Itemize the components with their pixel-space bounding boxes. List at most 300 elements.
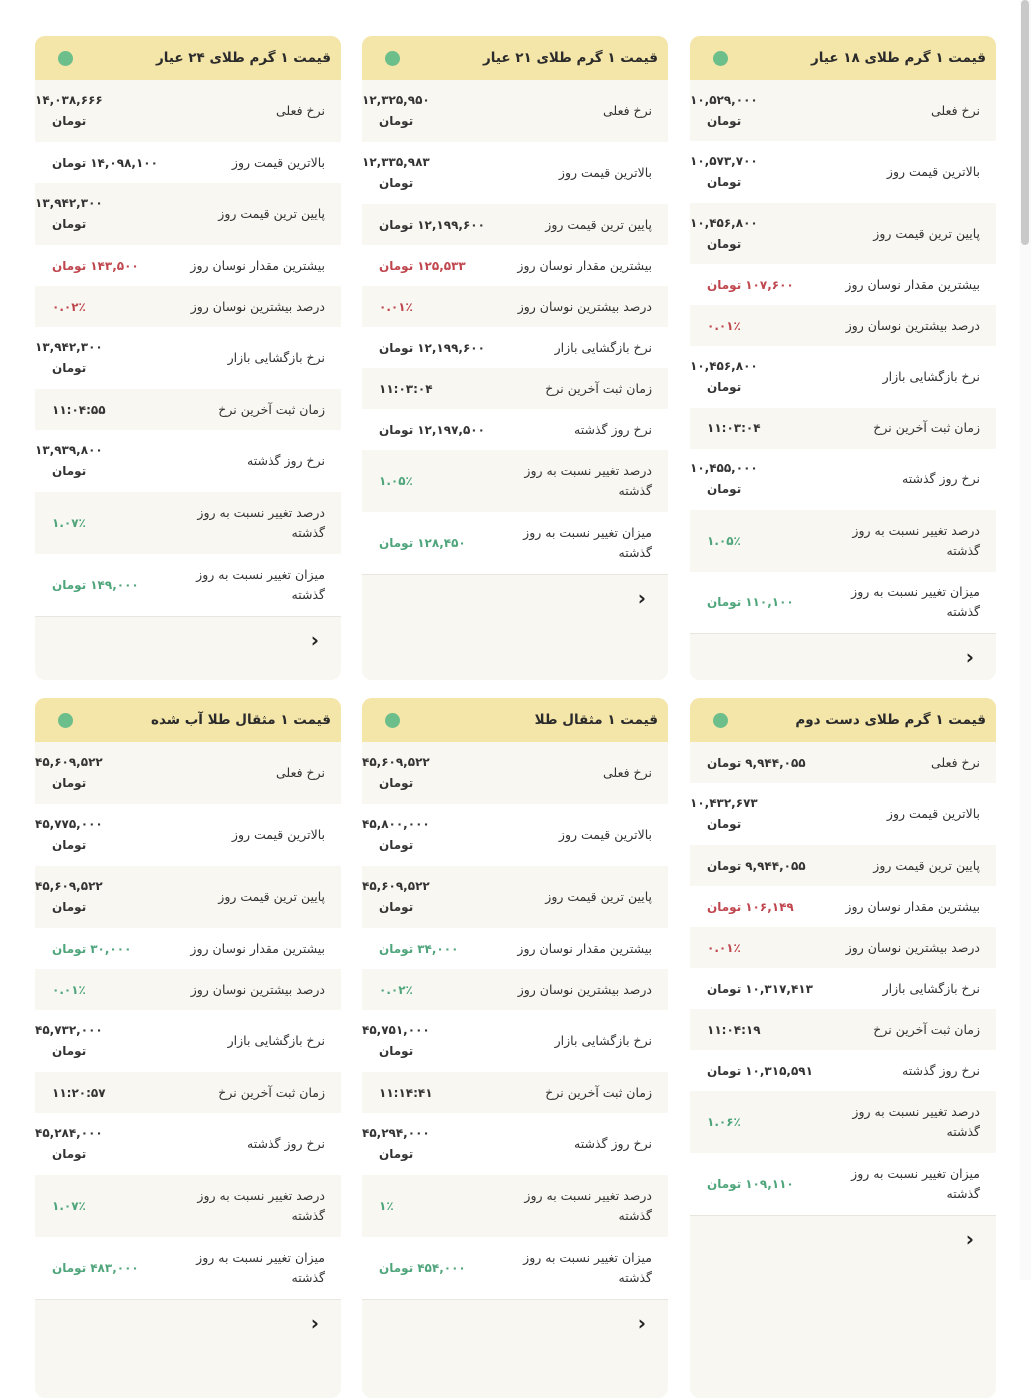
value-unit: تومان — [379, 941, 414, 956]
table-row — [35, 1010, 341, 1072]
value-unit: تومان — [52, 217, 87, 231]
value-number: ۱۱:۰۴:۱۹ — [707, 1022, 761, 1037]
table-row — [690, 1153, 996, 1215]
row-label: نرخ روز گذشته — [247, 1136, 325, 1151]
value-number: ۱۲,۱۹۹,۶۰۰ — [417, 217, 485, 232]
table-row — [362, 286, 668, 327]
price-card — [362, 698, 668, 1398]
chevron-left-icon[interactable]: ‹ — [637, 586, 646, 610]
status-dot-icon — [58, 51, 73, 66]
row-label: میزان تغییر نسبت به روز گذشته — [851, 584, 980, 620]
row-label: زمان ثبت آخرین نرخ — [218, 401, 325, 417]
table-row — [690, 141, 996, 202]
row-label: نرخ بازگشایی بازار — [882, 980, 980, 996]
value-unit: تومان — [379, 1261, 414, 1275]
value-unit: تومان — [707, 755, 742, 770]
value-number: ۰.۰۲٪ — [379, 982, 413, 997]
price-card — [690, 698, 996, 1398]
card-footer-button[interactable] — [362, 1299, 668, 1346]
table-row — [35, 1072, 341, 1113]
row-label: بالاترین قیمت روز — [886, 806, 980, 821]
table-row — [362, 1072, 668, 1113]
value-number: ۱۴۳,۵۰۰ — [90, 258, 139, 273]
value-unit: تومان — [52, 1261, 87, 1275]
value-number: ۴۵,۷۵۱,۰۰۰ — [362, 1023, 430, 1037]
table-row — [362, 866, 668, 928]
price-card — [690, 36, 996, 680]
value-number: ۴۵,۶۰۹,۵۲۲ — [35, 755, 103, 769]
row-value — [690, 90, 758, 132]
row-value — [690, 793, 758, 835]
value-number: ۴۵,۸۰۰,۰۰۰ — [362, 817, 430, 831]
value-number: ۱۲,۳۳۵,۹۸۳ — [362, 155, 430, 169]
row-value — [362, 536, 466, 550]
value-number: ۱۰,۵۷۳,۷۰۰ — [690, 154, 758, 169]
row-label: نرخ فعلی — [276, 103, 325, 118]
card-header — [690, 36, 996, 80]
value-number: ۱۲۸,۴۵۰ — [417, 536, 466, 550]
row-value — [690, 595, 794, 609]
value-unit: تومان — [707, 981, 742, 996]
table-row — [690, 927, 996, 968]
table-row — [690, 845, 996, 886]
value-number: ۱۲,۳۲۵,۹۵۰ — [362, 93, 430, 107]
row-label: میزان تغییر نسبت به روز گذشته — [196, 1250, 325, 1285]
table-row — [35, 1237, 341, 1299]
row-label: بالاترین قیمت روز — [231, 154, 325, 170]
value-unit: تومان — [379, 536, 414, 550]
row-value — [362, 814, 430, 856]
chevron-left-icon[interactable]: ‹ — [310, 628, 319, 652]
value-number: ۱.۰۵٪ — [707, 533, 741, 548]
row-value — [362, 90, 430, 132]
card-footer-button[interactable] — [35, 616, 341, 663]
row-value — [362, 752, 430, 794]
row-label: بیشترین مقدار نوسان روز — [190, 940, 325, 956]
price-card — [35, 698, 341, 1398]
value-unit: تومان — [379, 340, 414, 355]
value-unit: تومان — [52, 941, 87, 956]
row-value — [35, 1020, 103, 1062]
value-number: ۱۰,۴۵۶,۸۰۰ — [690, 358, 758, 373]
table-row — [35, 554, 341, 616]
table-row — [690, 1050, 996, 1091]
value-number: ۹,۹۴۴,۰۵۵ — [745, 755, 806, 770]
value-number: ۱۱:۲۰:۵۷ — [52, 1085, 106, 1100]
table-row — [690, 510, 996, 571]
value-number: ۹,۹۴۴,۰۵۵ — [745, 858, 806, 873]
table-row — [35, 969, 341, 1010]
table-row — [690, 968, 996, 1009]
table-row — [362, 409, 668, 450]
value-number: ۱۲,۱۹۹,۶۰۰ — [417, 340, 485, 355]
row-value — [690, 1177, 794, 1191]
status-dot-icon — [713, 51, 728, 66]
row-value — [35, 337, 103, 379]
table-row — [362, 1175, 668, 1237]
row-label: درصد تغییر نسبت به روز گذشته — [197, 1188, 325, 1223]
row-value — [362, 382, 433, 396]
row-value — [35, 578, 139, 592]
value-unit: تومان — [707, 858, 742, 873]
row-value — [362, 218, 485, 232]
value-unit: تومان — [707, 595, 742, 610]
table-row — [362, 1113, 668, 1175]
value-unit: تومان — [707, 899, 742, 914]
table-row — [690, 264, 996, 305]
row-value — [690, 982, 813, 996]
table-row — [362, 245, 668, 286]
value-unit: تومان — [707, 482, 742, 497]
value-number: ۱۰,۴۵۵,۰۰۰ — [690, 461, 758, 476]
value-number: ۴۵,۶۰۹,۵۲۲ — [35, 879, 103, 893]
row-value — [35, 259, 139, 273]
value-unit: تومان — [52, 578, 87, 592]
scrollbar-thumb[interactable] — [1021, 0, 1029, 245]
value-unit: تومان — [379, 422, 414, 437]
row-label: زمان ثبت آخرین نرخ — [545, 380, 652, 396]
row-value — [690, 458, 758, 500]
row-label: نرخ فعلی — [603, 103, 652, 118]
table-row — [690, 886, 996, 927]
row-label: پایین ترین قیمت روز — [218, 889, 325, 904]
row-label: نرخ بازگشایی بازار — [554, 339, 652, 355]
row-label: زمان ثبت آخرین نرخ — [873, 1021, 980, 1037]
value-unit: تومان — [707, 236, 742, 251]
row-label: بیشترین مقدار نوسان روز — [845, 898, 980, 914]
value-number: ۱۱۰,۱۰۰ — [745, 595, 794, 610]
row-label: نرخ بازگشایی بازار — [882, 368, 980, 384]
value-number: ۱۳,۹۴۲,۳۰۰ — [35, 340, 103, 354]
card-header — [35, 698, 341, 742]
row-value — [35, 300, 86, 314]
table-row — [690, 783, 996, 845]
value-unit: تومان — [52, 776, 87, 790]
card-title: قیمت ۱ مثقال طلا آب شده — [150, 712, 331, 728]
table-row — [35, 1175, 341, 1237]
row-label: زمان ثبت آخرین نرخ — [873, 420, 980, 436]
value-number: ۳۴,۰۰۰ — [417, 941, 459, 956]
row-label: درصد تغییر نسبت به روز گذشته — [524, 1188, 652, 1223]
row-value — [362, 259, 466, 273]
value-unit: تومان — [379, 217, 414, 232]
status-dot-icon — [385, 713, 400, 728]
row-label: درصد تغییر نسبت به روز گذشته — [197, 505, 325, 540]
chevron-left-icon[interactable]: ‹ — [637, 1311, 646, 1335]
chevron-left-icon[interactable]: ‹ — [965, 644, 974, 669]
card-header — [690, 698, 996, 742]
row-label: میزان تغییر نسبت به روز گذشته — [523, 525, 652, 560]
row-value — [690, 319, 741, 333]
table-row — [35, 1113, 341, 1175]
row-value — [362, 876, 430, 918]
value-unit: تومان — [379, 114, 414, 128]
card-header — [35, 36, 341, 80]
row-value — [35, 193, 103, 235]
table-row — [690, 1009, 996, 1050]
row-value — [35, 1199, 86, 1213]
value-number: ۱۳,۹۴۲,۳۰۰ — [35, 196, 103, 210]
row-value — [362, 423, 485, 437]
value-number: ۴۵,۲۹۴,۰۰۰ — [362, 1126, 430, 1140]
value-unit: تومان — [52, 1147, 87, 1161]
row-value — [362, 341, 485, 355]
value-unit: تومان — [52, 900, 87, 914]
scrollbar[interactable] — [1020, 0, 1031, 1280]
row-label: پایین ترین قیمت روز — [545, 216, 652, 232]
value-unit: تومان — [52, 1044, 87, 1058]
row-label: پایین ترین قیمت روز — [545, 889, 652, 904]
row-value — [35, 983, 86, 997]
card-title: قیمت ۱ گرم طلای ۱۸ عیار — [810, 50, 986, 66]
price-card — [362, 36, 668, 680]
row-value — [35, 942, 131, 956]
status-dot-icon — [385, 51, 400, 66]
row-label: نرخ بازگشایی بازار — [554, 1033, 652, 1048]
table-row — [362, 804, 668, 866]
row-value — [690, 941, 741, 955]
row-label: نرخ روز گذشته — [902, 471, 980, 487]
row-value — [35, 1261, 139, 1275]
row-value — [35, 156, 158, 170]
row-label: نرخ فعلی — [931, 102, 980, 118]
value-number: ۱۰۷,۶۰۰ — [745, 277, 794, 292]
row-value — [35, 516, 86, 530]
value-number: ۱.۰۷٪ — [52, 1199, 86, 1213]
table-row — [690, 449, 996, 510]
row-label: نرخ روز گذشته — [574, 421, 652, 437]
row-value — [35, 1086, 106, 1100]
value-unit: تومان — [52, 114, 87, 128]
value-number: ۴۵,۶۰۹,۵۲۲ — [362, 755, 430, 769]
value-number: ۱.۰۵٪ — [379, 474, 413, 488]
value-number: ۱۴۹,۰۰۰ — [90, 578, 139, 592]
row-label: نرخ فعلی — [931, 754, 980, 770]
row-label: زمان ثبت آخرین نرخ — [545, 1084, 652, 1100]
value-unit: تومان — [379, 176, 414, 190]
row-label: پایین ترین قیمت روز — [873, 857, 980, 873]
table-row — [362, 512, 668, 574]
table-row — [362, 1237, 668, 1299]
table-row — [362, 450, 668, 512]
row-value — [690, 1115, 741, 1129]
table-row — [362, 142, 668, 204]
row-label: درصد تغییر نسبت به روز گذشته — [524, 463, 652, 498]
row-label: بالاترین قیمت روز — [558, 165, 652, 180]
value-number: ۱۰,۴۳۲,۶۷۳ — [690, 796, 758, 810]
table-row — [35, 80, 341, 142]
table-row — [35, 742, 341, 804]
row-label: نرخ بازگشایی بازار — [227, 350, 325, 365]
row-value — [362, 1261, 466, 1275]
table-row — [362, 368, 668, 409]
value-unit: تومان — [52, 258, 87, 273]
row-value — [362, 300, 413, 314]
value-number: ۱۱:۰۳:۰۴ — [707, 421, 761, 436]
chevron-left-icon[interactable]: ‹ — [965, 1227, 974, 1251]
value-number: ۱۰۶,۱۴۹ — [745, 899, 794, 914]
table-row — [690, 408, 996, 449]
status-dot-icon — [713, 713, 728, 728]
value-unit: تومان — [52, 155, 87, 170]
card-footer-button[interactable] — [690, 633, 996, 680]
value-unit: تومان — [707, 277, 742, 292]
value-number: ۱۲,۱۹۷,۵۰۰ — [417, 422, 485, 437]
table-row — [35, 286, 341, 327]
row-label: بیشترین مقدار نوسان روز — [517, 257, 652, 273]
row-label: نرخ روز گذشته — [247, 453, 325, 468]
row-value — [690, 151, 758, 193]
card-header — [362, 698, 668, 742]
value-number: ۰.۰۱٪ — [52, 982, 86, 997]
row-value — [362, 152, 430, 194]
value-unit: تومان — [707, 817, 742, 831]
row-label: درصد بیشترین نوسان روز — [190, 981, 325, 997]
row-value — [362, 983, 413, 997]
row-value — [362, 942, 458, 956]
status-dot-icon — [58, 713, 73, 728]
row-label: درصد بیشترین نوسان روز — [845, 939, 980, 955]
table-row — [690, 80, 996, 141]
value-number: ۴۵,۷۷۵,۰۰۰ — [35, 817, 103, 831]
value-number: ۴۵,۷۳۲,۰۰۰ — [35, 1023, 103, 1037]
value-number: ۱۰۹,۱۱۰ — [745, 1177, 794, 1191]
value-unit: تومان — [379, 900, 414, 914]
row-label: نرخ فعلی — [276, 765, 325, 780]
table-row — [690, 572, 996, 633]
row-value — [35, 403, 106, 417]
value-number: ۱.۰۶٪ — [707, 1115, 741, 1129]
chevron-left-icon[interactable]: ‹ — [310, 1311, 319, 1335]
row-value — [690, 534, 741, 548]
value-number: ۱۲۵,۵۳۳ — [417, 258, 466, 273]
row-value — [35, 814, 103, 856]
row-value — [690, 756, 806, 770]
row-label: درصد تغییر نسبت به روز گذشته — [852, 1104, 980, 1139]
row-label: بالاترین قیمت روز — [558, 827, 652, 842]
value-unit: تومان — [52, 361, 87, 375]
row-value — [690, 278, 794, 292]
card-title: قیمت ۱ گرم طلای دست دوم — [795, 712, 986, 728]
row-label: بیشترین مقدار نوسان روز — [190, 257, 325, 273]
row-label: نرخ بازگشایی بازار — [227, 1033, 325, 1048]
row-value — [690, 356, 758, 398]
value-number: ۱۰,۵۲۹,۰۰۰ — [690, 92, 758, 107]
table-row — [690, 346, 996, 407]
value-number: ۱۰,۳۱۵,۵۹۱ — [745, 1063, 813, 1078]
card-title: قیمت ۱ گرم طلای ۲۴ عیار — [155, 50, 331, 66]
value-number: ۰.۰۱٪ — [379, 299, 413, 314]
row-value — [362, 474, 413, 488]
row-label: پایین ترین قیمت روز — [218, 206, 325, 221]
table-row — [35, 389, 341, 430]
table-row — [35, 804, 341, 866]
row-label: درصد بیشترین نوسان روز — [517, 981, 652, 997]
value-number: ۱۱:۰۴:۵۵ — [52, 402, 106, 417]
value-unit: تومان — [707, 113, 742, 128]
row-value — [690, 213, 758, 255]
table-row — [690, 1091, 996, 1153]
value-unit: تومان — [379, 776, 414, 790]
table-row — [35, 866, 341, 928]
card-footer-button[interactable] — [35, 1299, 341, 1346]
value-number: ۱۰,۳۱۷,۴۱۳ — [745, 981, 813, 996]
value-number: ۴۵۴,۰۰۰ — [417, 1261, 466, 1275]
card-title: قیمت ۱ گرم طلای ۲۱ عیار — [482, 50, 658, 66]
table-row — [35, 245, 341, 286]
row-value — [690, 421, 761, 435]
row-value — [35, 752, 103, 794]
value-number: ۱۴,۰۹۸,۱۰۰ — [90, 155, 158, 170]
value-number: ۱٪ — [379, 1199, 394, 1213]
value-number: ۴۵,۶۰۹,۵۲۲ — [362, 879, 430, 893]
value-unit: تومان — [379, 838, 414, 852]
value-number: ۱.۰۷٪ — [52, 516, 86, 530]
row-label: میزان تغییر نسبت به روز گذشته — [196, 567, 325, 602]
row-value — [362, 1020, 430, 1062]
table-row — [690, 305, 996, 346]
card-header — [362, 36, 668, 80]
value-unit: تومان — [707, 1063, 742, 1078]
row-value — [690, 1023, 761, 1037]
row-value — [362, 1199, 394, 1213]
row-label: زمان ثبت آخرین نرخ — [218, 1084, 325, 1100]
row-label: میزان تغییر نسبت به روز گذشته — [523, 1250, 652, 1285]
value-unit: تومان — [52, 838, 87, 852]
table-row — [35, 492, 341, 554]
table-row — [362, 327, 668, 368]
row-value — [362, 1086, 433, 1100]
table-row — [35, 430, 341, 492]
row-value — [690, 859, 806, 873]
table-row — [690, 203, 996, 264]
value-number: ۰.۰۱٪ — [707, 318, 741, 333]
row-label: نرخ فعلی — [603, 765, 652, 780]
value-unit: تومان — [379, 258, 414, 273]
price-card — [35, 36, 341, 680]
value-number: ۱۳,۹۳۹,۸۰۰ — [35, 443, 103, 457]
card-footer-button[interactable] — [690, 1215, 996, 1262]
value-unit: تومان — [707, 175, 742, 190]
value-number: ۴۸۳,۰۰۰ — [90, 1261, 139, 1275]
table-row — [362, 80, 668, 142]
value-number: ۱۴,۰۳۸,۶۶۶ — [35, 93, 103, 107]
value-number: ۰.۰۲٪ — [52, 299, 86, 314]
table-row — [35, 928, 341, 969]
card-footer-button[interactable] — [362, 574, 668, 621]
value-number: ۱۰,۴۵۶,۸۰۰ — [690, 215, 758, 230]
row-value — [362, 1123, 430, 1165]
table-row — [362, 742, 668, 804]
table-row — [362, 204, 668, 245]
row-value — [35, 1123, 103, 1165]
table-row — [35, 327, 341, 389]
row-label: نرخ روز گذشته — [902, 1062, 980, 1078]
row-value — [35, 876, 103, 918]
row-label: بالاترین قیمت روز — [886, 164, 980, 180]
value-number: ۳۰,۰۰۰ — [90, 941, 132, 956]
table-row — [690, 742, 996, 783]
table-row — [362, 969, 668, 1010]
row-label: نرخ روز گذشته — [574, 1136, 652, 1151]
table-row — [35, 183, 341, 245]
row-label: بالاترین قیمت روز — [231, 827, 325, 842]
value-number: ۱۱:۰۳:۰۴ — [379, 381, 433, 396]
row-value — [690, 1064, 813, 1078]
row-label: میزان تغییر نسبت به روز گذشته — [851, 1166, 980, 1201]
row-label: بیشترین مقدار نوسان روز — [517, 940, 652, 956]
value-number: ۱۱:۱۴:۴۱ — [379, 1085, 433, 1100]
